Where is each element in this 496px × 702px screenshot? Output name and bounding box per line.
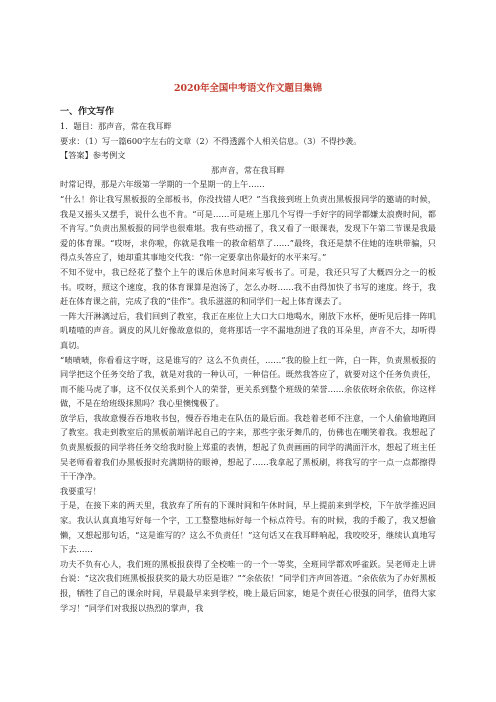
essay-paragraph: 功夫不负有心人，我们班的黑板报获得了全校唯一的一个一等奖，全班同学都欢呼雀跃。吴老师走上讲台说：“这次我们班黑板报获奖的最大功臣是谁？”“余依依！”同学们齐声回答道。“余依依为了办好黑板报，牺牲了自己的课余时间，早晨最早来到学校，晚上最后回家，她是个责任心很强的同学，值得大家学习！”同学们对我报以热烈的掌声，我 [60, 558, 436, 613]
essay-paragraph: “什么！你让我写黑板报的全部板书，你没找错人吧？”当我接到班上负责出黑板报同学的邀请的时候，我是又摇头又摆手，说什么也不肯。“可是……可是班上那几个写得一手好字的同学都嫌太浪费时间，都不肯写。”负责出黑板报的同学也很难堪。我有些动摇了，我又看了一眼课表，发现下午第二节课是我最爱的体育课。“哎呀，求你啦，你就是我唯一的救命稻草了……”最终，我还是禁不住她的连哄带骗，只得点头答应了，她却重其事地交代我：“你一定要拿出你最好的水平来写。” [60, 193, 436, 263]
essay-paragraph: 放学后，我故意慢吞吞地收书包，慢吞吞地走在队伍的最后面。我趁着老师不注意，一个人偷偷地跑回了教室。我走到教室后的黑板前端详起自己的字来，那些字张牙舞爪的，仿佛也在嘲笑着我。我想起了负责黑板报的同学将任务交给我时脸上郑重的表情，想起了负责画画的同学的满面汗水，想起了班主任吴老师看着我们办黑板报时充满期待的眼神，想起了……我拿起了黑板刷，将我写的字一点一点都擦得干干净净。 [60, 412, 436, 482]
essay-paragraph: 不知不觉中，我已经花了整个上午的课后休息时间来写板书了。可是，我还只写了大概四分之一的板书。哎呀，照这个速度，我的体育课算是泡汤了，怎么办呀……我不由得加快了书写的速度。终于，我赶在体育课之前，完成了我的“佳作”。我乐滋滋的和同学们一起上体育课去了。 [60, 266, 436, 307]
essay-paragraph: 一阵大汗淋漓过后，我们回到了教室，我正在座位上大口大口地喝水，刚放下水杯，便听见后排一阵叽叽喳喳的声音。调皮的风儿好像故意似的，竟将那话一字不漏地刮进了我的耳朵里，声音不大，却听得真切。 [60, 310, 436, 350]
essay-paragraph: “啧啧啧，你看看这字呀，这是谁写的？这么不负责任，……”我的脸上红一阵，白一阵，负责黑板报的同学把这个任务交给了我，就是对我的一种认可，一种信任。既然我答应了，就要对这个任务负责任，而不能马虎了事，这不仅仅关系到个人的荣誉，更关系到整个班级的荣誉……余依依呀余依依，你这样做，不是在给班级抹黑吗？我心里懊愧极了。 [60, 354, 436, 409]
essay-title: 那声音，常在我耳畔 [211, 164, 285, 175]
essay-paragraph: 时常记得，那是六年级第一学期的一个星期一的上午…… [60, 179, 265, 190]
essay-paragraph: 我要重写！ [60, 485, 101, 496]
requirements-line: 要求：（1）写一篇600字左右的文章（2）不得透露个人相关信息。（3）不得抄袭。 [60, 135, 362, 146]
answer-label: 【答案】参考例文 [60, 150, 126, 161]
question-line: 1．题目：那声音，常在我耳畔 [60, 121, 172, 131]
section-heading: 一、作文写作 [60, 107, 115, 117]
document-title: 2020年全国中考语文作文题目集锦 [174, 83, 322, 94]
essay-paragraph: 于是，在接下来的两天里，我放弃了所有的下课时间和午休时间，早上提前来到学校，下午放学推迟回家。我认认真真地写好每一个字，工工整整地标好每一个标点符号。有的时候，我的手酸了，我又想偷懒，又想起那句话，“这是谁写的？这么不负责任！”这句话又在我耳畔响起，我咬咬牙，继续认真地写下去…… [60, 500, 436, 555]
